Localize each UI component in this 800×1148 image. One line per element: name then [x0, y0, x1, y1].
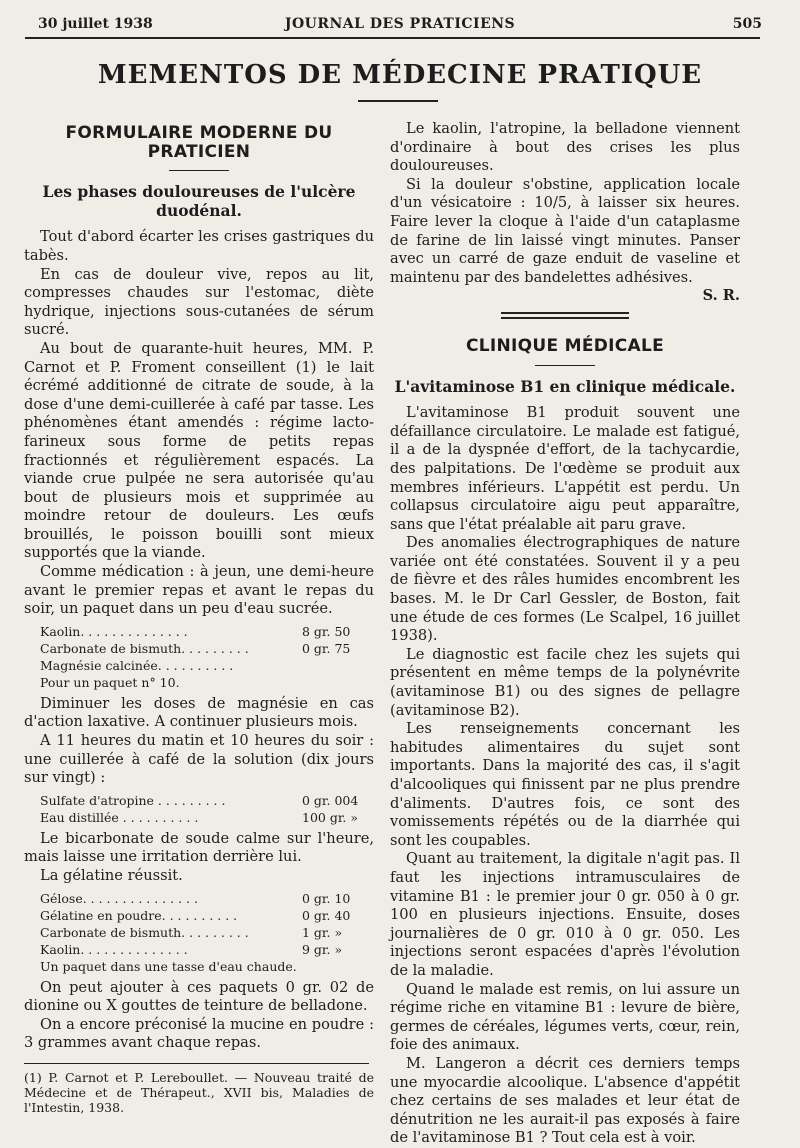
recipe-item: Kaolin. . . . . . . . . . . . . . [40, 623, 188, 639]
recipe-row [24, 924, 374, 941]
paragraph: L'avitaminose B1 produit souvent une défaillance circulatoire. Le malade est fatigué, il a de la dyspnée d'effort, de la tachycardie, des palpitations. De l'œdème se produit aux membres inférieurs. L'appétit est perdu. Un collapsus circulatoire aigu peut apparaître, sans que l'état préalable ait paru grave. [390, 404, 740, 533]
paragraph: Les renseignements concernant les habitudes alimentaires du sujet sont importants. Dans la majorité des cas, il s'agit d'alcooliques qui finissent par ne plus prendre d'aliments. D'autres fois, ce sont des vomissements répétés ou de la diarrhée qui sont les coupables. [390, 720, 740, 849]
double-rule-divider [501, 312, 629, 319]
article-title-avitaminose: L'avitaminose B1 en clinique médicale. [394, 376, 736, 396]
title-rule [358, 100, 438, 102]
recipe-table-2 [24, 792, 374, 826]
recipe-footer: Un paquet dans une tasse d'eau chaude. [40, 958, 297, 974]
recipe-item: Gélatine en poudre. . . . . . . . . . [40, 907, 238, 923]
recipe-qty [302, 657, 374, 674]
paragraph: Quand le malade est remis, on lui assure un régime riche en vitamine B1 : levure de bière, germes de céréales, légumes verts, cœur, rein, foie des animaux. [390, 980, 740, 1054]
paragraph: Le diagnostic est facile chez les sujets qui présentent en même temps de la polynévrite (avitaminose B1) ou des signes de pellagre (avitaminose B2). [390, 645, 740, 719]
recipe-item: Kaolin. . . . . . . . . . . . . . [40, 941, 188, 957]
section-rule [535, 365, 595, 366]
recipe-item: Carbonate de bismuth. . . . . . . . . [40, 924, 249, 940]
recipe-qty: 0 gr. 40 [302, 907, 351, 923]
recipe-table-3 [24, 890, 374, 975]
recipe-footer: Pour un paquet n° 10. [40, 674, 180, 690]
footnote: (1) P. Carnot et P. Lereboullet. — Nouveau traité de Médecine et de Thérapeut., XVII bis, Maladies de l'Intestin, 1938. [24, 1069, 374, 1115]
page-title: MEMENTOS DE MÉDECINE PRATIQUE [97, 60, 703, 90]
recipe-row [24, 657, 374, 674]
recipe-table-1 [24, 623, 374, 691]
section-rule [169, 170, 229, 171]
recipe-qty: 8 gr. 50 [302, 623, 351, 639]
signature: S. R. [702, 287, 740, 305]
recipe-item: Gélose. . . . . . . . . . . . . . . [40, 890, 198, 906]
recipe-qty: 9 gr. » [302, 941, 343, 957]
paragraph: On a encore préconisé la mucine en poudre : 3 grammes avant chaque repas. [24, 1015, 374, 1052]
recipe-qty: 0 gr. 75 [302, 640, 351, 656]
recipe-row [24, 792, 374, 809]
paragraph: Des anomalies électrographiques de nature variée ont été constatées. Souvent il y a peu de fièvre et des râles humides encombrent les bases. M. le Dr Carl Gessler, de Boston, fait une étude de ces formes (Le Scalpel, 16 juillet 1938). [390, 534, 740, 645]
recipe-row [24, 674, 374, 691]
paragraph: On peut ajouter à ces paquets 0 gr. 02 de dionine ou X gouttes de teinture de belladone. [24, 978, 374, 1015]
recipe-qty: 100 gr. » [302, 809, 359, 825]
recipe-row [24, 623, 374, 640]
footnote-rule [24, 1063, 369, 1064]
header-journal-title: JOURNAL DES PRATICIENS [284, 16, 516, 32]
section-title-formulaire: FORMULAIRE MODERNE DU PRATICIEN [65, 123, 333, 162]
page-header [38, 14, 762, 36]
recipe-qty: 1 gr. » [302, 924, 343, 940]
paragraph: Au bout de quarante-huit heures, MM. P. Carnot et P. Froment conseillent (1) le lait écrémé additionné de citrate de soude, à la dose d'une demi-cuillerée à café par tasse. Les phénomènes étant amendés : régime lacto-farineux sous forme de petits repas fractionnés et régulièrement espacés. La viande crue pulpée ne sera autorisée qu'au bout de plusieurs mois et supprimée au moindre retour de douleurs. Les œufs brouillés, le poisson bouilli sont mieux supportés que la viande. [24, 339, 374, 562]
header-rule [25, 37, 760, 39]
recipe-row [24, 809, 374, 826]
paragraph: En cas de douleur vive, repos au lit, compresses chaudes sur l'estomac, diète hydrique, injections sous-cutanées de sérum sucré. [24, 265, 374, 339]
recipe-qty: 0 gr. 10 [302, 890, 351, 906]
paragraph: Tout d'abord écarter les crises gastriques du tabès. [24, 228, 374, 264]
recipe-row [24, 941, 374, 958]
left-column [24, 120, 374, 1115]
recipe-qty: 0 gr. 004 [302, 792, 359, 808]
recipe-item: Eau distillée . . . . . . . . . . [40, 809, 199, 825]
paragraph: Diminuer les doses de magnésie en cas d'action laxative. A continuer plusieurs mois. [24, 694, 374, 731]
paragraph: Le kaolin, l'atropine, la belladone viennent d'ordinaire à bout des crises les plus douloureuses. [390, 120, 740, 175]
paragraph: Comme médication : à jeun, une demi-heure avant le premier repas et avant le repas du soir, un paquet dans un peu d'eau sucrée. [24, 563, 374, 618]
paragraph: A 11 heures du matin et 10 heures du soir : une cuillerée à café de la solution (dix jours sur vingt) : [24, 732, 374, 787]
right-column [390, 120, 740, 1148]
recipe-item: Sulfate d'atropine . . . . . . . . . [40, 792, 226, 808]
header-date: 30 juillet 1938 [38, 16, 153, 32]
paragraph: Si la douleur s'obstine, application locale d'un vésicatoire : 10/5, à laisser six heures. Faire lever la cloque à l'aide d'un cataplasme de farine de lin laissé vingt minutes. Panser avec un carré de gaze enduit de vaseline et maintenu par des bandelettes adhésives. [390, 175, 740, 286]
recipe-row [24, 640, 374, 657]
recipe-row [24, 890, 374, 907]
section-title-clinique: CLINIQUE MÉDICALE [465, 335, 665, 356]
header-page-number: 505 [732, 16, 762, 32]
recipe-item: Magnésie calcinée. . . . . . . . . . [40, 657, 234, 673]
recipe-item: Carbonate de bismuth. . . . . . . . . [40, 640, 249, 656]
paragraph: M. Langeron a décrit ces derniers temps une myocardie alcoolique. L'absence d'appétit chez certains de ses malades et leur état de dénutrition ne les aurait-il pas exposés à faire de l'avitaminose B1 ? Tout cela est à voir. [390, 1054, 740, 1147]
paragraph: Le bicarbonate de soude calme sur l'heure, mais laisse une irritation derrière lui. [24, 829, 374, 866]
recipe-row [24, 907, 374, 924]
article-title-ulcere: Les phases douloureuses de l'ulcère duodénal. [42, 182, 356, 220]
recipe-row [24, 958, 374, 975]
paragraph: Quant au traitement, la digitale n'agit pas. Il faut les injections intramusculaires de vitamine B1 : le premier jour 0 gr. 050 à 0 gr. 100 en plusieurs injections. Ensuite, doses journalières de 0 gr. 010 à 0 gr. 050. Les injections seront espacées d'après l'évolution de la maladie. [390, 850, 740, 979]
paragraph: La gélatine réussit. [40, 867, 183, 884]
